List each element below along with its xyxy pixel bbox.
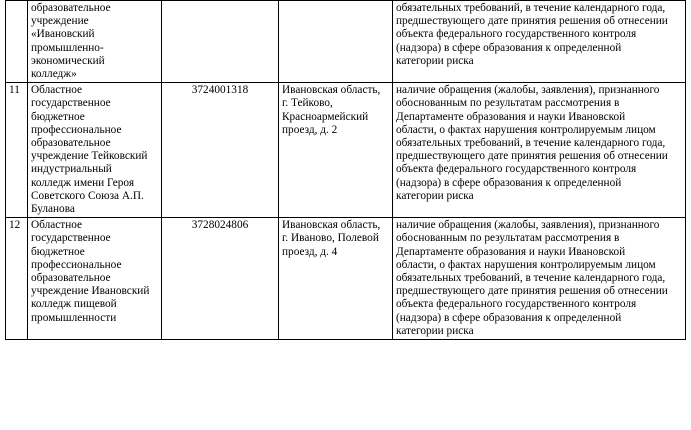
risk-criteria-cell bbox=[393, 83, 686, 218]
address-cell bbox=[279, 218, 393, 340]
organization-name-cell bbox=[28, 1, 162, 83]
row-number: 12 bbox=[9, 219, 21, 232]
organization-name-cell bbox=[28, 83, 162, 218]
organizations-table bbox=[5, 0, 686, 340]
row-number-cell bbox=[6, 218, 28, 340]
risk-criteria: обязательных требований, в течение календарного года, предшествующего дате принятия решения об отнесении объекта федерального государственного контроля (надзора) в сфере образования к определенной категории риска bbox=[396, 2, 668, 67]
inn-cell bbox=[162, 83, 279, 218]
row-number: 11 bbox=[9, 84, 20, 97]
row-number-cell bbox=[6, 83, 28, 218]
table-row-continuation bbox=[6, 1, 686, 83]
address-cell bbox=[279, 1, 393, 83]
organization-name: Областное государственное бюджетное профессиональное образовательное учреждение Ивановский колледж пищевой промышленности bbox=[31, 219, 150, 324]
address-cell bbox=[279, 83, 393, 218]
organization-name: Областное государственное бюджетное профессиональное образовательное учреждение Тейковский индустриальный колледж имени Героя Советского Союза А.П. Буланова bbox=[31, 84, 148, 216]
address-value: Ивановская область, г. Тейково, Красноармейский проезд, д. 2 bbox=[282, 84, 381, 136]
address-value: Ивановская область, г. Иваново, Полевой проезд, д. 4 bbox=[282, 219, 381, 258]
organization-name: образовательное учреждение «Ивановский промышленно- экономический колледж» bbox=[31, 2, 111, 81]
risk-criteria: наличие обращения (жалобы, заявления), признанного обоснованным по результатам рассмотрения в Департаменте образования и науки Ивановской области, о фактах нарушения контролируемым лицом обязательных требований, в течение календарного года, предшествующего дате принятия решения об отнесении объекта федерального государственного контроля (надзора) в сфере образования к определенной категории риска bbox=[396, 84, 668, 202]
risk-criteria: наличие обращения (жалобы, заявления), признанного обоснованным по результатам рассмотрения в Департаменте образования и науки Ивановской области, о фактах нарушения контролируемым лицом обязательных требований, в течение календарного года, предшествующего дате принятия решения об отнесении объекта федерального государственного контроля (надзора) в сфере образования к определенной категории риска bbox=[396, 219, 668, 337]
table-row bbox=[6, 218, 686, 340]
organization-name-cell bbox=[28, 218, 162, 340]
risk-criteria-cell bbox=[393, 1, 686, 83]
inn-value: 3728024806 bbox=[191, 219, 249, 232]
inn-cell bbox=[162, 218, 279, 340]
row-number-cell bbox=[6, 1, 28, 83]
inn-value: 3724001318 bbox=[191, 84, 249, 97]
risk-criteria-cell bbox=[393, 218, 686, 340]
inn-cell bbox=[162, 1, 279, 83]
table-row bbox=[6, 83, 686, 218]
